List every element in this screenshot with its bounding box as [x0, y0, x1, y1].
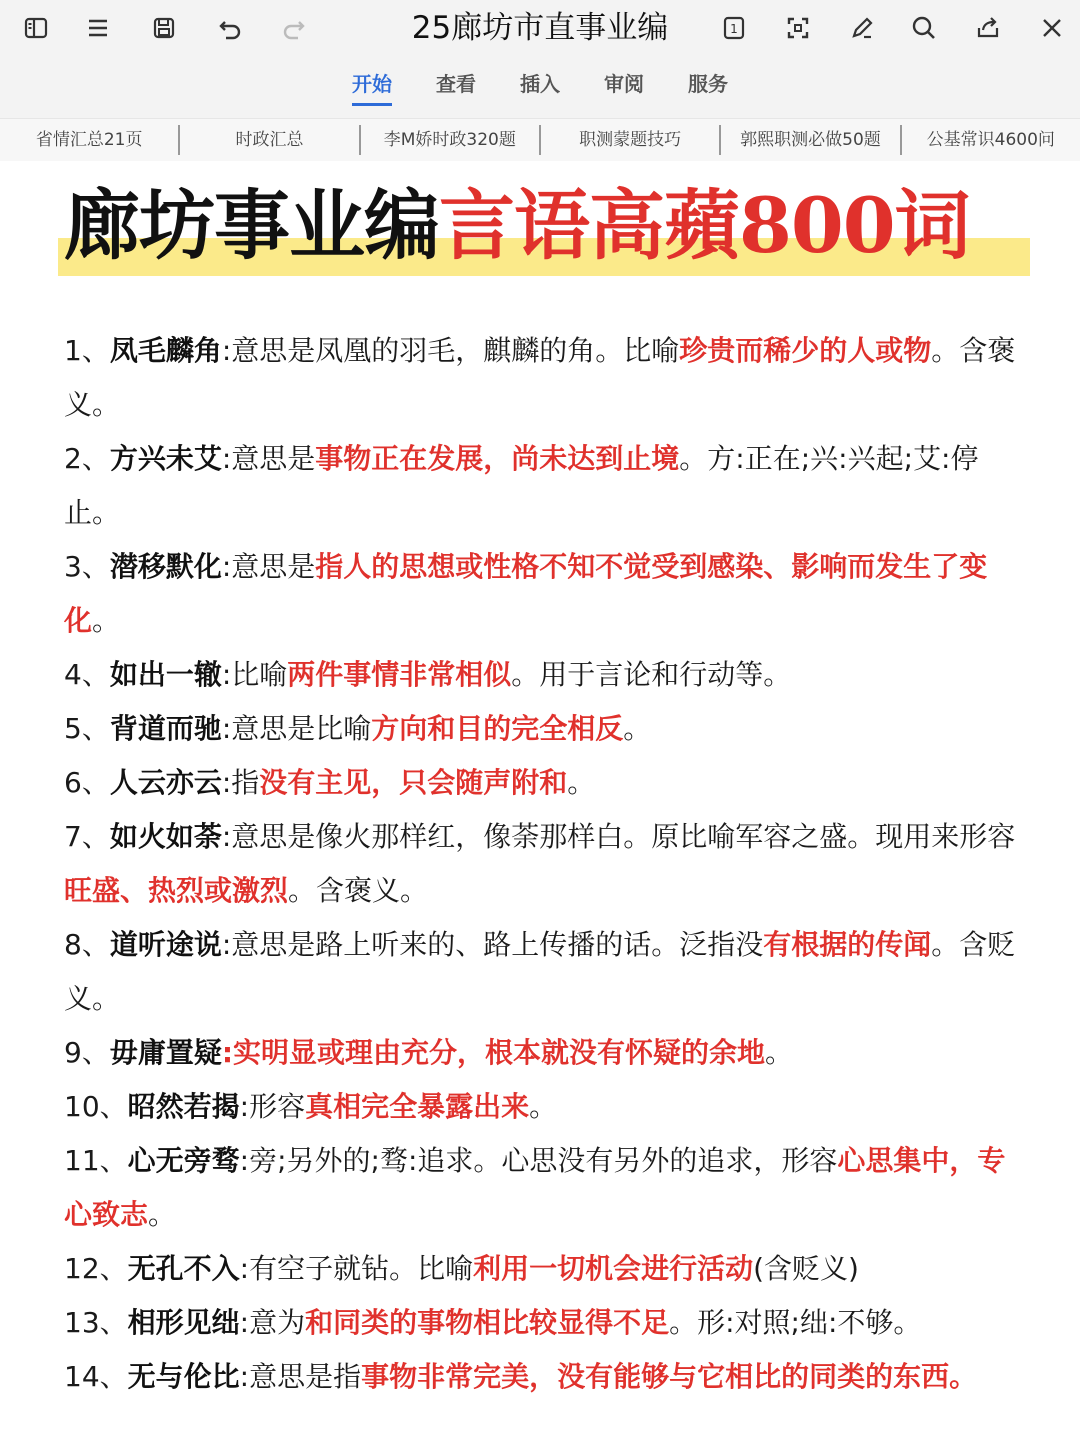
entry-number: 5、: [64, 712, 110, 745]
share-icon[interactable]: [970, 10, 1006, 46]
entry-text: 。: [567, 766, 596, 799]
tab-start[interactable]: 开始: [352, 68, 392, 106]
entry-text: 。方:正在;兴:兴起;艾:停止。: [64, 442, 979, 529]
document-title: 25廊坊市直事业编: [411, 10, 669, 46]
entry-text: :意思是指: [239, 1360, 362, 1393]
entry-text: 。用于言论和行动等。: [511, 658, 792, 691]
entry-highlight: 珍贵而稀少的人或物: [679, 334, 932, 367]
entry-keyword: 方兴未艾: [109, 442, 222, 475]
list-item: [64, 1026, 1016, 1080]
close-icon[interactable]: [1034, 10, 1070, 46]
entry-highlight: 事物非常完美，没有能够与它相比的同类的东西。: [361, 1360, 978, 1393]
headline-black-part: 廊坊事业编: [64, 181, 439, 270]
list-item: [64, 1242, 1016, 1296]
headline-red-part: 言语高蘋800词: [439, 181, 970, 270]
entry-text: :比喻: [221, 658, 288, 691]
entry-number: 8、: [64, 928, 110, 961]
entry-keyword: 无与伦比: [127, 1360, 240, 1393]
entry-text: :意思是像火那样红，像荼那样白。原比喻军容之盛。现用来形容: [221, 820, 1016, 853]
entry-number: 4、: [64, 658, 110, 691]
tab-insert[interactable]: 插入: [520, 72, 560, 96]
headline-text: [64, 178, 970, 274]
entry-highlight: 两件事情非常相似: [287, 658, 512, 691]
entry-highlight: 利用一切机会进行活动: [473, 1252, 754, 1285]
entry-highlight: 旺盛、热烈或激烈: [64, 874, 289, 907]
tab-view[interactable]: 查看: [436, 72, 476, 96]
entry-highlight: 方向和目的完全相反: [371, 712, 624, 745]
bookmark-item[interactable]: 省情汇总21页: [0, 125, 180, 155]
vocab-list: [64, 324, 1016, 1404]
entry-text: 。: [765, 1036, 794, 1069]
search-icon[interactable]: [906, 10, 942, 46]
page-badge: 1: [730, 22, 738, 36]
entry-text: 。: [148, 1198, 177, 1231]
entry-number: 14、: [64, 1360, 128, 1393]
entry-number: 12、: [64, 1252, 128, 1285]
menu-icon[interactable]: [80, 10, 116, 46]
entry-keyword: 心无旁骛: [127, 1144, 240, 1177]
bookmark-bar: [0, 118, 1080, 161]
entry-text: 。: [92, 604, 121, 637]
list-item: [64, 1080, 1016, 1134]
entry-text: :形容: [239, 1090, 306, 1123]
entry-text: 。: [529, 1090, 558, 1123]
tab-service[interactable]: 服务: [688, 72, 728, 96]
entry-keyword: 昭然若揭: [127, 1090, 240, 1123]
bookmark-item[interactable]: 李M娇时政320题: [361, 125, 541, 155]
entry-text: 。: [623, 712, 652, 745]
entry-text: :意思是: [221, 442, 316, 475]
entry-keyword: 人云亦云: [109, 766, 222, 799]
bookmark-item[interactable]: 公基常识4600问: [926, 130, 1055, 150]
entry-highlight: 真相完全暴露出来: [305, 1090, 530, 1123]
tab-review[interactable]: 审阅: [604, 72, 644, 96]
bookmark-item[interactable]: 郭熙职测必做50题: [721, 125, 901, 155]
entry-keyword: 潜移默化: [109, 550, 222, 583]
list-item: [64, 1134, 1016, 1242]
entry-number: 13、: [64, 1306, 128, 1339]
headline: [58, 181, 1030, 286]
entry-text: :指: [221, 766, 260, 799]
ribbon-tabs: [0, 56, 1080, 118]
entry-number: 1、: [64, 334, 110, 367]
entry-highlight: 没有主见，只会随声附和: [259, 766, 568, 799]
save-icon[interactable]: [146, 10, 182, 46]
list-item: [64, 810, 1016, 918]
list-item: [64, 648, 1016, 702]
page-icon[interactable]: [716, 10, 752, 46]
entry-number: 9、: [64, 1036, 110, 1069]
entry-number: 3、: [64, 550, 110, 583]
entry-keyword: 凤毛麟角: [109, 334, 222, 367]
fullscreen-icon[interactable]: [780, 10, 816, 46]
entry-keyword: 道听途说: [109, 928, 222, 961]
entry-number: 6、: [64, 766, 110, 799]
entry-highlight: 有根据的传闻: [763, 928, 932, 961]
list-item: [64, 756, 1016, 810]
entry-text: :意思是凤凰的羽毛，麒麟的角。比喻: [221, 334, 680, 367]
bookmark-item[interactable]: 职测蒙题技巧: [541, 125, 721, 155]
undo-icon[interactable]: [212, 10, 248, 46]
entry-number: 7、: [64, 820, 110, 853]
entry-keyword: 如火如荼: [109, 820, 222, 853]
entry-keyword: 背道而驰: [109, 712, 222, 745]
redo-icon[interactable]: [276, 10, 312, 46]
list-item: [64, 1350, 1016, 1404]
entry-number: 2、: [64, 442, 110, 475]
entry-highlight: 指人的思想或性格不知不觉受到感染、影响而发生了变化: [64, 550, 988, 637]
list-item: [64, 432, 1016, 540]
entry-keyword: 无孔不入: [127, 1252, 240, 1285]
entry-text: 。含褒义。: [64, 334, 1016, 421]
entry-text: :意思是比喻: [221, 712, 372, 745]
list-item: [64, 540, 1016, 648]
bookmark-item[interactable]: 时政汇总: [180, 125, 360, 155]
entry-highlight: 心思集中，专心致志: [64, 1144, 1006, 1231]
entry-highlight: 和同类的事物相比较显得不足: [305, 1306, 670, 1339]
entry-text: :意为: [239, 1306, 306, 1339]
entry-text: :旁;另外的;骛:追求。心思没有另外的追求，形容: [239, 1144, 838, 1177]
list-item: [64, 1296, 1016, 1350]
entry-number: 11、: [64, 1144, 128, 1177]
list-item: [64, 702, 1016, 756]
entry-text: (含贬义): [753, 1252, 859, 1285]
entry-text: 。含贬义。: [64, 928, 1016, 1015]
entry-text: :意思是: [221, 550, 316, 583]
entry-keyword: 毋庸置疑: [109, 1036, 222, 1069]
entry-highlight: :实明显或理由充分，根本就没有怀疑的余地: [221, 1036, 766, 1069]
list-item: [64, 324, 1016, 432]
entry-text: :意思是路上听来的、路上传播的话。泛指没: [221, 928, 764, 961]
entry-highlight: 事物正在发展，尚未达到止境: [315, 442, 680, 475]
entry-keyword: 如出一辙: [109, 658, 222, 691]
entry-text: 。形:对照;绌:不够。: [669, 1306, 922, 1339]
sidebar-icon[interactable]: [18, 10, 54, 46]
edit-pen-icon[interactable]: [844, 10, 880, 46]
list-item: [64, 918, 1016, 1026]
top-toolbar: [0, 0, 1080, 56]
entry-keyword: 相形见绌: [127, 1306, 240, 1339]
entry-text: :有空子就钻。比喻: [239, 1252, 474, 1285]
entry-number: 10、: [64, 1090, 128, 1123]
entry-text: 。含褒义。: [288, 874, 429, 907]
